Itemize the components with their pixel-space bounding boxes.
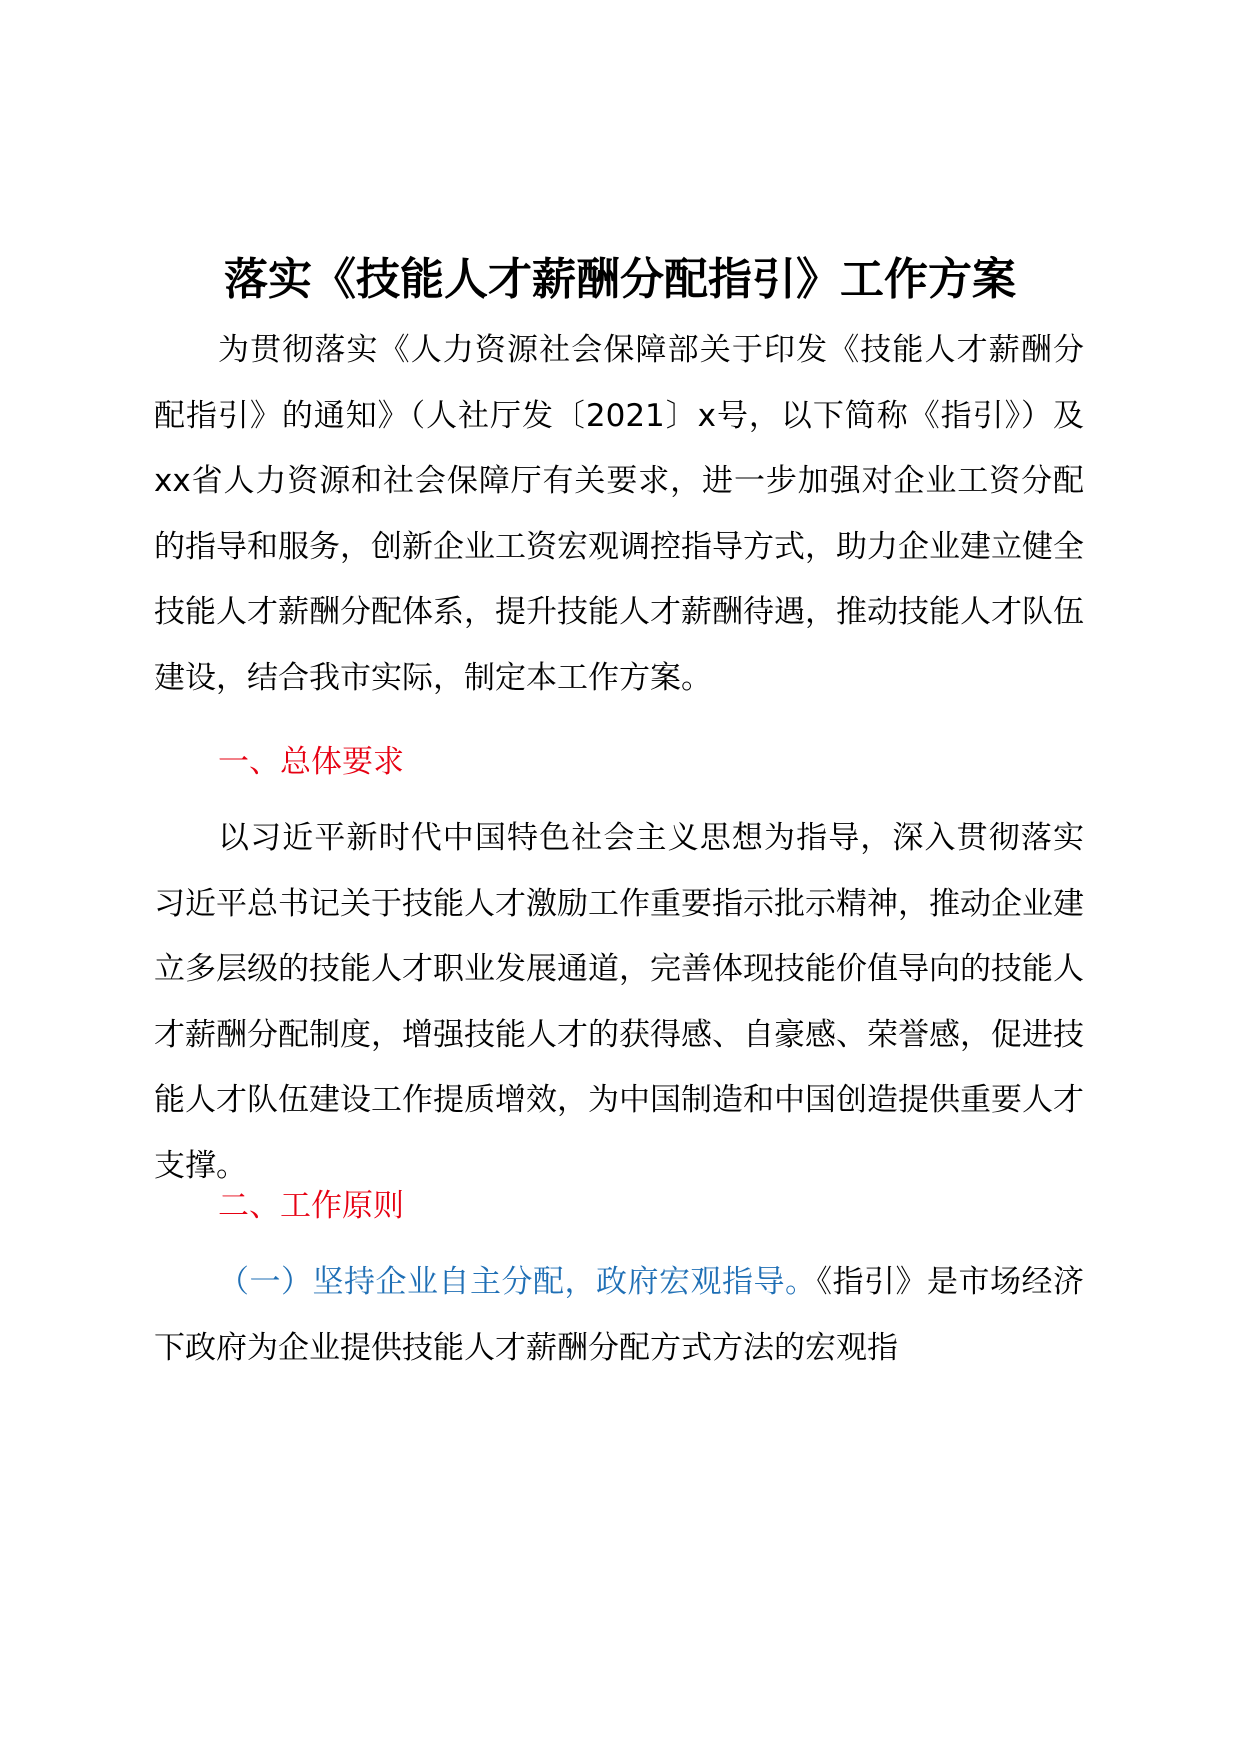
document-title: 落实《技能人才薪酬分配指引》工作方案 xyxy=(224,254,1016,305)
section-heading-work-principles: 二、工作原则 xyxy=(218,1188,404,1224)
section-heading-general-requirements: 一、总体要求 xyxy=(218,744,404,780)
principle-one-label: （一）坚持企业自主分配，政府宏观指导。 xyxy=(218,1264,817,1300)
principle-one-body: 《指引》是市场经济下政府为企业提供技能人才薪酬分配方式方法的宏观指 xyxy=(154,1264,1084,1366)
intro-paragraph: 为贯彻落实《人力资源社会保障部关于印发《技能人才薪酬分配指引》的通知》（人社厅发〔2021〕x号，以下简称《指引》）及xx省人力资源和社会保障厅有关要求，进一步加强对企业工资分配的指导和服务，创新企业工资宏观调控指导方式，助力企业建立健全技能人才薪酬分配体系，提升技能人才薪酬待遇，推动技能人才队伍建设，结合我市实际，制定本工作方案。 xyxy=(154,332,1084,696)
general-requirements-paragraph: 以习近平新时代中国特色社会主义思想为指导，深入贯彻落实习近平总书记关于技能人才激励工作重要指示批示精神，推动企业建立多层级的技能人才职业发展通道，完善体现技能价值导向的技能人才薪酬分配制度，增强技能人才的获得感、自豪感、荣誉感，促进技能人才队伍建设工作提质增效，为中国制造和中国创造提供重要人才支撑。 xyxy=(154,820,1084,1184)
principle-one-paragraph xyxy=(154,1250,1084,1381)
